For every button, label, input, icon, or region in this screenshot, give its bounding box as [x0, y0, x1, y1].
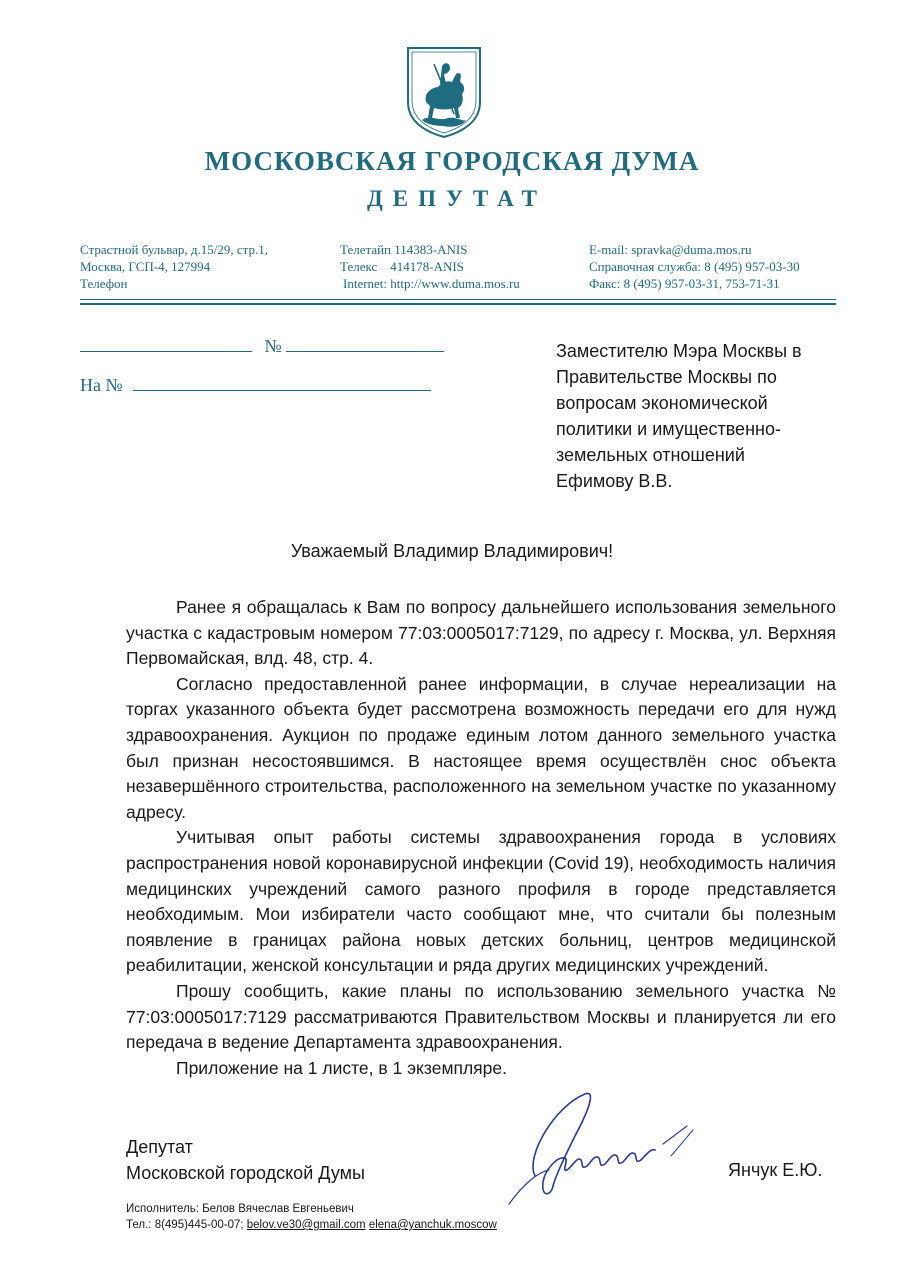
teletype-line: Телетайп 114383-ANIS: [340, 242, 468, 257]
org-title: МОСКОВСКАЯ ГОРОДСКАЯ ДУМА: [204, 146, 700, 176]
reply-prefix: На №: [80, 375, 123, 395]
addressee-block: [556, 338, 856, 494]
letterhead-divider-thick: [80, 303, 836, 305]
addressee-name: Ефимову В.В.: [556, 471, 673, 491]
telecom-block: [340, 241, 520, 292]
attachment-note: Приложение на 1 листе, в 1 экземпляре.: [176, 1057, 507, 1078]
addressee-line: политики и имущественно-: [556, 419, 781, 439]
helpdesk-line: Справочная служба: 8 (495) 957-03-30: [589, 259, 800, 274]
outgoing-number-field: [80, 333, 444, 357]
signatory-title-line: Московской городской Думы: [126, 1163, 365, 1183]
internet-line: Internet: http://www.duma.mos.ru: [343, 276, 520, 291]
greeting: Уважаемый Владимир Владимирович!: [290, 541, 614, 561]
executor-email-link[interactable]: belov.ve30@gmail.com: [246, 1219, 366, 1231]
reply-blank: [133, 372, 431, 391]
signatory-title: [126, 1134, 365, 1186]
number-sign: №: [264, 336, 282, 356]
signatory-title-line: Депутат: [126, 1137, 193, 1157]
addressee-line: земельных отношений: [556, 445, 745, 465]
phone-label: Телефон: [80, 276, 128, 291]
role-title: ДЕПУТАТ: [366, 186, 548, 211]
executor-name: Исполнитель: Белов Вячеслав Евгеньевич: [126, 1203, 354, 1215]
paragraph: Учитывая опыт работы системы здравоохранения города в условиях распространения новой коронавирусной инфекции (Covid 19), необходимость наличия медицинских учреждений самого разного профиля в городе представляется необходимым. Мои избиратели часто сообщают мне, что считали бы полезным появление в границах района новых детских больниц, центров медицинской реабилитации, женской консультации и ряда других медицинских учреждений.: [126, 827, 836, 976]
addressee-line: Заместителю Мэра Москвы в: [556, 341, 802, 361]
address-block: [80, 241, 268, 292]
paragraph: Согласно предоставленной ранее информации, в случае нереализации на торгах указанного объекта будет рассмотрена возможность передачи его для нужд здравоохранения. Аукцион по продаже единым лотом данного земельного участка был признан несостоявшимся. В настоящее время осуществлён снос объекта незавершённого строительства, расположенного на земельном участке по указанному адресу.: [126, 673, 836, 822]
fax-line: Факс: 8 (495) 957-03-31, 753-71-31: [589, 276, 780, 291]
handwritten-signature: [495, 1086, 695, 1206]
addressee-line: вопросам экономической: [556, 393, 768, 413]
executor-info: [126, 1201, 497, 1233]
moscow-coat-of-arms-emblem: [404, 44, 484, 140]
number-blank: [286, 333, 444, 352]
address-line: Москва, ГСП-4, 127994: [80, 259, 211, 274]
address-line: Страстной бульвар, д.15/29, стр.1,: [80, 242, 269, 257]
signatory-name: Янчук Е.Ю.: [728, 1160, 823, 1180]
letter-body: [126, 595, 836, 1081]
date-blank: [80, 333, 252, 352]
telex-line: Телекс 414178-ANIS: [340, 259, 464, 274]
paragraph: Прошу сообщить, какие планы по использованию земельного участка № 77:03:0005017:7129 рассматриваются Правительством Москвы и планируется ли его передача в ведение Департамента здравоохранения.: [126, 980, 836, 1053]
executor-phone: Тел.: 8(495)445-00-07;: [126, 1219, 244, 1231]
deputy-email-link[interactable]: elena@yanchuk.moscow: [368, 1219, 497, 1231]
reply-to-field: [80, 372, 431, 396]
addressee-line: Правительстве Москвы по: [556, 367, 777, 387]
email-line: E-mail: spravka@duma.mos.ru: [589, 242, 752, 257]
executor-contacts: [126, 1217, 497, 1233]
service-block: [589, 241, 800, 292]
letterhead-divider-thin: [80, 299, 836, 300]
paragraph: Ранее я обращалась к Вам по вопросу дальнейшего использования земельного участка с кадастровым номером 77:03:0005017:7129, по адресу г. Москва, ул. Верхняя Первомайская, влд. 48, стр. 4.: [126, 597, 836, 669]
